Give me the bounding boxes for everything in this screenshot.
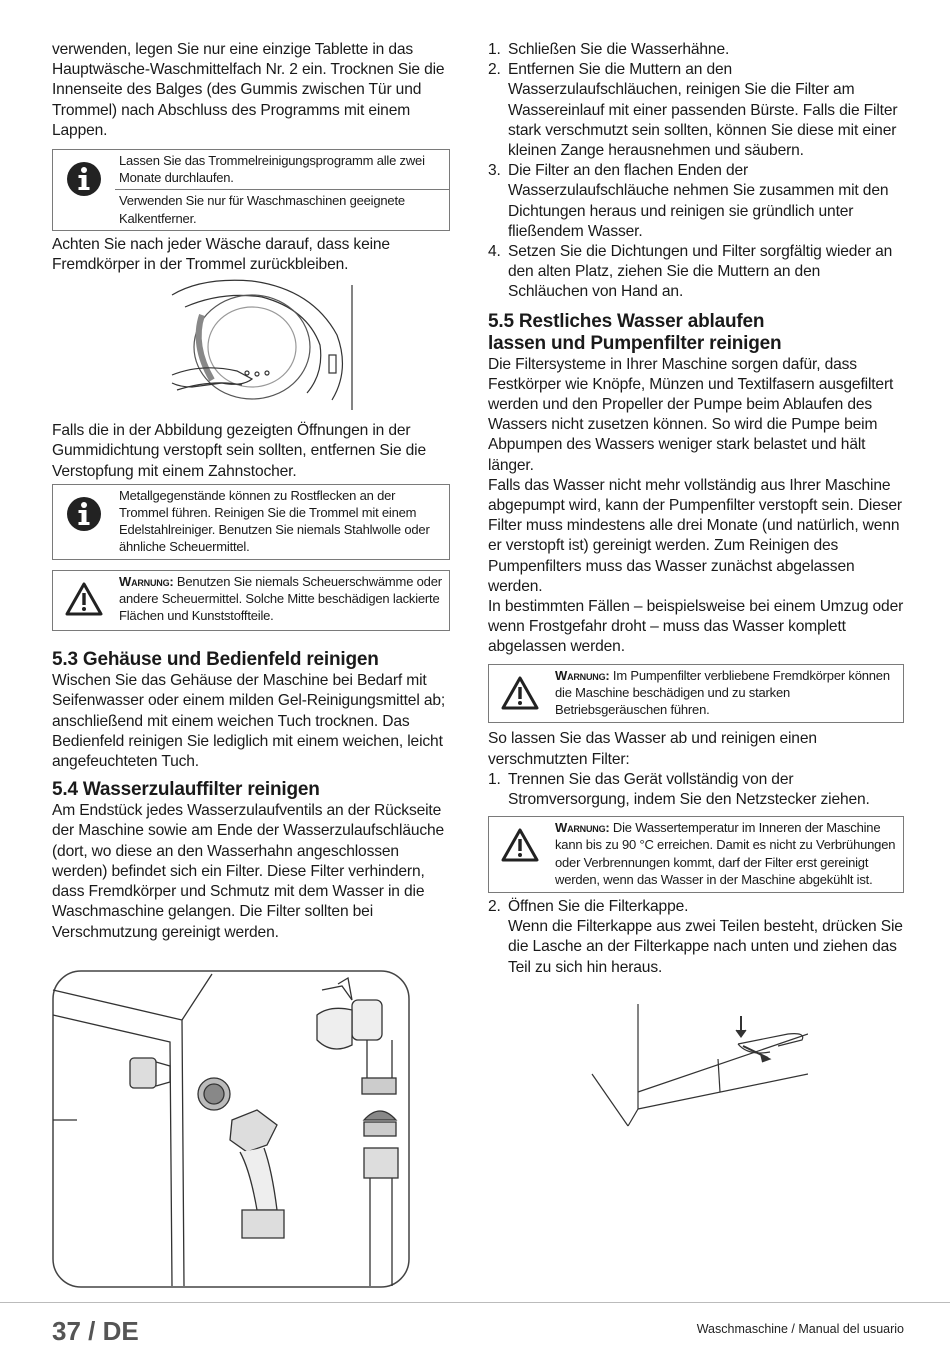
steps-list-drain-2 (488, 897, 904, 917)
warning-box-foreign-objects (488, 664, 904, 724)
list-item: 3. Die Filter an den flachen Enden der Wasserzulaufschläuche nehmen Sie zusammen mit den Dichtungen heraus und reinigen sie gründlich unter fließendem Wasser. (488, 162, 889, 240)
section-heading-5-5: 5.5 Restliches Wasser ablaufen lassen und Pumpenfilter reinigen (488, 310, 782, 354)
document-title: Waschmaschine / Manual del usuario (696, 1322, 904, 1336)
right-column (488, 40, 904, 978)
warning-label: Warnung: (119, 573, 174, 589)
warning-box-hot-water (488, 816, 904, 893)
info-icon (53, 485, 115, 559)
section-heading-5-4: 5.4 Wasserzulauffilter reinigen (52, 779, 320, 801)
warning-label: Warnung: (555, 667, 610, 683)
info-text: Metallgegenstände können zu Rostflecken an der Trommel führen. Reinigen Sie die Trommel mit einem Edelstahlreiniger. Benutzen Sie niemals Stahlwolle oder ähnliche Scheuermittel. (119, 487, 430, 555)
info-box-metal (52, 484, 450, 560)
info-icon (53, 150, 115, 230)
door-seal-illustration (52, 275, 450, 421)
holes-paragraph: Falls die in der Abbildung gezeigten Öffnungen in der Gummidichtung verstopft sein sollten, entfernen Sie die Verstopfung mit einem Zahnstocher. (52, 422, 427, 480)
check-paragraph: Achten Sie nach jeder Wäsche darauf, dass keine Fremdkörper in der Trommel zurückbleiben. (52, 235, 390, 274)
inlet-filter-illustration (52, 970, 410, 1288)
info-text: Lassen Sie das Trommelreinigungsprogramm alle zwei Monate durchlaufen. (119, 153, 425, 186)
footer-divider (0, 1302, 950, 1303)
section-5-3-paragraph: Wischen Sie das Gehäuse der Maschine bei Bedarf mit Seifenwasser oder einem milden Gel-Reinigungsmittel ab; anschließend mit einem weichen Tuch trocknen. Das Bedienfeld reinigen Sie lediglich mit einem weichen, leicht angefeuchteten Tuch. (52, 672, 446, 771)
section-heading-5-3: 5.3 Gehäuse und Bedienfeld reinigen (52, 649, 379, 671)
info-box-drum-cleaning (52, 149, 450, 231)
section-5-5-paragraph: In bestimmten Fällen – beispielsweise bei einem Umzug oder wenn Frostgefahr droht – muss das Wasser komplett abgelassen werden. (488, 598, 904, 656)
section-5-4-paragraph: Am Endstück jedes Wasserzulaufventils an der Rückseite der Maschine sowie am Ende der Wasserzulaufschläuche (dort, wo diese an den Wasserhahn angeschlossen werden) befindet sich ein Filter. Diese Filter verhindern, dass Fremdkörper und Schmutz mit dem Wasser in die Waschmaschine gelangen. Die Filter sollten bei Verschmutzung gereinigt werden. (52, 802, 445, 941)
warning-text: Benutzen Sie niemals Scheuerschwämme oder andere Scheuermittel. Solche Mitte beschädigen lackierte Flächen und Kunststoffteile. (119, 573, 442, 624)
warning-triangle-icon (489, 665, 551, 723)
steps-list-drain (488, 770, 904, 810)
info-text: Verwenden Sie nur für Waschmaschinen geeignete Kalkentferner. (115, 189, 449, 229)
warning-triangle-icon (489, 817, 551, 892)
page-number: 37 / DE (52, 1316, 139, 1346)
list-item: 2. Öffnen Sie die Filterkappe. (488, 897, 689, 915)
warning-text: Im Pumpenfilter verbliebene Fremdkörper können die Maschine beschädigen und zu starken Betriebsgeräuschen führen. (555, 667, 890, 718)
intro-paragraph: verwenden, legen Sie nur eine einzige Tablette in das Hauptwäsche-Waschmittelfach Nr. 2 ein. Trocknen Sie die Innenseite des Balges (des Gummis zwischen Tür und Trommel) nach Abschluss des Programms mit einem Lappen. (52, 41, 445, 139)
filter-cap-paragraph: Wenn die Filterkappe aus zwei Teilen besteht, drücken Sie die Lasche an der Filterkappe nach unten und ziehen das Teil zu sich hin heraus. (508, 918, 903, 976)
list-item: 2. Entfernen Sie die Muttern an den Wasserzulaufschläuchen, reinigen Sie die Filter am Wassereinlauf mit einer passenden Bürste. Falls die Filter stark verschmutzt sein sollten, können Sie diese mit einer kleinen Zange herausnehmen und säubern. (488, 61, 898, 160)
steps-list-inlet (488, 40, 904, 303)
warning-text: Die Wassertemperatur im Inneren der Maschine kann bis zu 90 °C erreichen. Damit es nicht zu Verbrühungen oder Verbrennungen kommt, darf der Filter erst gereinigt werden, wenn das Wasser in der Maschine abgekühlt ist. (555, 820, 896, 887)
list-item: 1. Trennen Sie das Gerät vollständig von der Stromversorgung, indem Sie den Netzstecker ziehen. (488, 770, 870, 808)
section-5-5-paragraph: Die Filtersysteme in Ihrer Maschine sorgen dafür, dass Festkörper wie Knöpfe, Münzen und Textilfasern ausgefiltert werden und den Propeller der Pumpe beim Ablaufen des Wassers nicht zusetzen können. So wird die Pumpe beim Abpumpen des Wassers weniger stark belastet und hält länger. (488, 355, 894, 474)
list-item: 1. Schließen Sie die Wasserhähne. (488, 41, 730, 58)
drain-intro-paragraph: So lassen Sie das Wasser ab und reinigen einen verschmutzten Filter: (488, 730, 817, 768)
list-item: 4. Setzen Sie die Dichtungen und Filter sorgfältig wieder an den alten Platz, ziehen Sie die Muttern an den Schläuchen von Hand an. (488, 243, 893, 301)
filter-cap-illustration (588, 1004, 808, 1134)
warning-label: Warnung: (555, 820, 610, 836)
warning-box-abrasives (52, 570, 450, 632)
warning-triangle-icon (53, 571, 115, 631)
left-column (52, 40, 450, 943)
section-5-5-paragraph: Falls das Wasser nicht mehr vollständig aus Ihrer Maschine abgepumpt wird, kann der Pumpenfilter verstopft sein. Dieser Filter muss mindestens alle drei Monate (und natürlich, wenn er verstopft ist) gereinigt werden. Zum Reinigen des Pumpenfilters muss das Wasser zunächst abgelassen werden. (488, 476, 902, 595)
